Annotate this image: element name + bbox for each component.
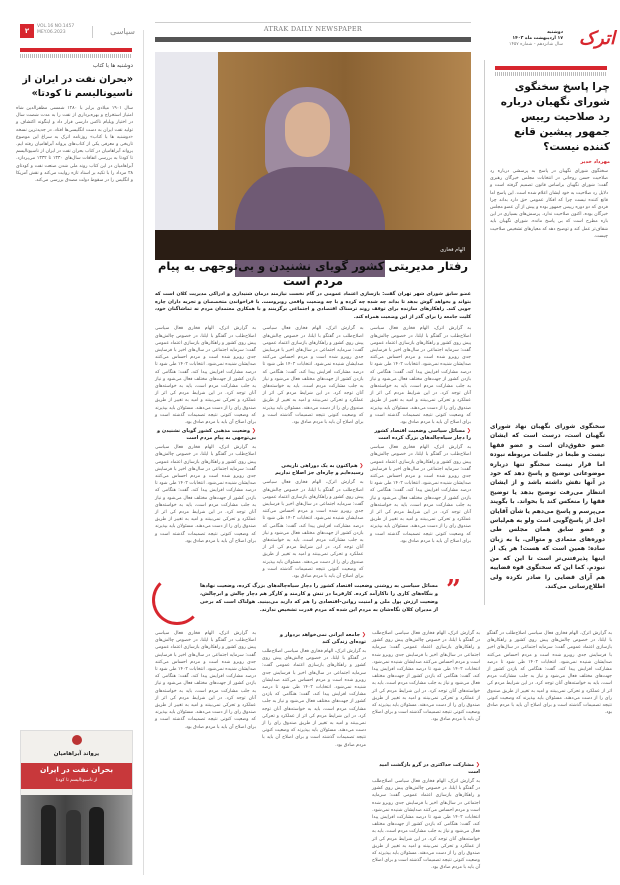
- cover-author: یرواند آبراهامیان: [53, 751, 100, 757]
- right-body: سخنگوی شورای نگهبان در پاسخ به پرسشی درباره رد صلاحیت حسن روحانی در انتخابات مجلس خبرگان رهبری گفت: شورای نگهبان براساس قانون تصمیم گرفته است و دلایل رد صلاحیت به خود ایشان اعلام شده است. این پاسخ اما قانع کننده نیست چرا که افکار عمومی حق دارد بداند چرا فردی که دو دوره رییس جمهور بوده و پیش از آن عضو مجلس خبرگان بوده، اکنون صلاحیت ندارد. پرسش‌های بسیاری در این باره مطرح است که بی پاسخ مانده. شورای نگهبان باید شفاف‌تر عمل کند و توضیح دهد که معیارهای تشخیص صلاحیت چیست.: [490, 169, 608, 239]
- quote-arc-icon: [152, 575, 202, 625]
- main-column-1: [370, 325, 471, 575]
- masthead-title: ATRAK DAILY NEWSPAPER: [263, 25, 363, 33]
- main-column-2: [262, 325, 364, 580]
- bottom-column-1: [487, 630, 612, 880]
- subheading: ❮ مسائل سیاسی وضعیت اقتصاد کشور را دچار سیاه‌چاله‌های بزرگ کرده است: [370, 428, 471, 442]
- volume: VOL.16 NO.1457: [37, 24, 75, 29]
- body-text: به گزارش اترک، الهام فخاری فعال سیاسی اصلاح‌طلب در گفتگو با ایلنا، در خصوص چالش‌های پیش روی کشور و راهکارهای بازسازی اعتماد عمومی گفت: سرمایه اجتماعی در سال‌های اخیر با فرسایش جدی روبرو شده است و مردم احساس می‌کنند صدایشان شنیده نمی‌شود. انتخابات ۱۴۰۲ طی شود تا درصد مشارکت افزایش پیدا کند، گفت: هنگامی که بازدن کشور از جهت‌های مختلف فعال می‌شود و نیاز به جلب مشارکت مردم است، باید به خواسته‌های آنان توجه کرد. در این شرایط مردم کی اثر از عملکرد و تحرکی نمی‌بینند و امید به تغییر از طریق صندوق رای را از دست می‌دهند. مسئولان باید بپذیرند که وضعیت کنونی نتیجه تصمیمات گذشته است و برای اصلاح آن باید با مردم صادق بود.: [370, 326, 472, 426]
- divider: [92, 26, 93, 38]
- subheading: ❮ هم‌اکنون به یک دوراهی تاریخی رسیده‌ایم و چاره‌ای جز اصلاح نداریم: [263, 463, 364, 477]
- main-column-3: [155, 325, 256, 575]
- book-cover: [20, 730, 133, 865]
- right-bold-text: سخنگوی شورای نگهبان نهاد شورای نگهبان است، درست است که ایشان عضو حقوق‌دان است و عضو فقها نیست و طبعا در جلسات مربوطه نبوده اما قرار نیست سخنگو تنها درباره موضوعاتی توضیح و پاسخ دهد که خود در آنها نقش داشته باشد و از ایشان انتظار می‌رفت توضیح بدهد یا توضیح فقها را منعکس کند یا بخواند. با بگویند می‌پرسم و پاسخ می‌دهم یا شأن آقایان اجل از پاسخ‌گویی است ولو به هم‌لباس و عضو سابق همان مجلس طی دوره‌های متمادی و متوالی. یا به زبان ساده: همین است که هست! هر یک از اینها پذیرفتنی‌تر است تا این که من نبودم. کما این که سخنگوی قوه قضاییه هم آرای قضایی را صادر نکرده ولی اطلاع‌رسانی می‌کند.: [490, 423, 605, 590]
- main-columns: [155, 325, 472, 580]
- column-rule: [143, 30, 144, 875]
- day: دوشنبه: [547, 30, 563, 35]
- bottom-column-4: [155, 630, 256, 880]
- masthead-bar: [155, 37, 471, 42]
- bottom-column-2: [372, 630, 480, 880]
- logo: اترک: [578, 28, 615, 49]
- cover-subtitle: از ناسیونالیسم تا کودتا: [55, 778, 98, 783]
- divider: [20, 54, 132, 58]
- pull-quote: مسائل سیاسی به روشنی وضعیت اقتصاد کشور را دچار سیاه‌چاله‌های بزرگ کرده، وضعیت نهادها و بنگاه‌های کاری را ناکارآمد کرده. کارفرما در تنش و کارمند و کارگر هم دچار چالش و ابرچالش، وضعیت ارزش پول ملی و امنیت روانی-اقتصادی را هم که دارید می‌بینید. هولناک است که برخی از مدیران کلان نگاه‌شان به مردم این شده که مردم قدرت تشخیص ندارند.: [200, 583, 438, 613]
- main-headline: رفتار مدیریتی کشور گویای نشنیدن و بی‌توجهی به پیام مردم است: [157, 259, 469, 288]
- main-lead: عضو سابق شورای شهر تهران گفت: بازسازی اعتماد عمومی در گام نخست نیازمند درمان شنیداری و ادراکی مدیریت کلان است که بتواند و بخواهد گوش بدهد تا بداند چه شده چه کرده و با چه وضعیت واقعی روبروست. با فراخواندن متخصصان و تجربه داران چاره جویی کند. راهکارهای سازنده برای توقف روند ترسناک اقتصادی و اجتماعی برگزینند و با همکاری معتمدان مردم نه تماشاگنان خود، کلیت جامعه را برای گذر از این وضعیت همراه کند.: [155, 292, 471, 320]
- cover-title: بحران نفت در ایران: [39, 765, 114, 774]
- subheading: ❮ مشارکت حداکثری در گرو بازگشت امید است: [372, 762, 480, 776]
- right-headline: چرا پاسخ سخنگوی شورای نگهبان درباره رد صلاحیت رییس جمهور پیشین قانع کننده نیست؟: [500, 81, 610, 153]
- date: ۱۷ اردیبهشت ماه ۱۴۰۳: [512, 36, 563, 41]
- section-label: سیاسی: [110, 27, 135, 36]
- main-photo: [155, 52, 471, 257]
- body-text: به گزارش اترک، الهام فخاری فعال سیاسی اصلاح‌طلب در گفتگو با ایلنا، در خصوص چالش‌های پیش روی کشور و راهکارهای بازسازی اعتماد عمومی گفت: سرمایه اجتماعی در سال‌های اخیر با فرسایش جدی روبرو شده است و مردم احساس می‌کنند صدایشان شنیده نمی‌شود. انتخابات ۱۴۰۲ طی شود تا درصد مشارکت افزایش پیدا کند، گفت: هنگامی که بازدن کشور از جهت‌های مختلف فعال می‌شود و نیاز به جلب مشارکت مردم است، باید به خواسته‌های آنان توجه کرد. در این شرایط مردم کی اثر از عملکرد و تحرکی نمی‌بینند و امید به تغییر از طریق صندوق رای را از دست می‌دهند. مسئولان باید بپذیرند که وضعیت کنونی نتیجه تصمیمات گذشته است و برای اصلاح آن باید با مردم صادق بود.: [155, 326, 257, 426]
- author: مهرداد خدیر: [580, 159, 610, 165]
- divider: [495, 66, 607, 70]
- main-article: [155, 259, 472, 580]
- page-number: ۲: [20, 24, 34, 38]
- right-article: [490, 80, 610, 592]
- subheading: ❮ وضعیت مذهبی کشور گویای نشنیدن و بی‌توجهی به پیام مردم است: [155, 428, 256, 442]
- body-text: به گزارش اترک، الهام فخاری فعال سیاسی اصلاح‌طلب در گفتگو با ایلنا، در خصوص چالش‌های پیش روی کشور و راهکارهای بازسازی اعتماد عمومی گفت: سرمایه اجتماعی در سال‌های اخیر با فرسایش جدی روبرو شده است و مردم احساس می‌کنند صدایشان شنیده نمی‌شود. انتخابات ۱۴۰۲ طی شود تا درصد مشارکت افزایش پیدا کند، گفت: هنگامی که بازدن کشور از جهت‌های مختلف فعال می‌شود و نیاز به جلب مشارکت مردم است، باید به خواسته‌های آنان توجه کرد. در این شرایط مردم کی اثر از عملکرد و تحرکی نمی‌بینند و امید به تغییر از طریق صندوق رای را از دست می‌دهند. مسئولان باید بپذیرند که وضعیت کنونی نتیجه تصمیمات گذشته است و برای اصلاح آن باید با مردم صادق بود.: [372, 779, 480, 871]
- bottom-column-3: [262, 630, 366, 880]
- body-text: به گزارش اترک، الهام فخاری فعال سیاسی اصلاح‌طلب در گفتگو با ایلنا، در خصوص چالش‌های پیش روی کشور و راهکارهای بازسازی اعتماد عمومی گفت: سرمایه اجتماعی در سال‌های اخیر با فرسایش جدی روبرو شده است و مردم احساس می‌کنند صدایشان شنیده نمی‌شود. انتخابات ۱۴۰۲ طی شود تا درصد مشارکت افزایش پیدا کند، گفت: هنگامی که بازدن کشور از جهت‌های مختلف فعال می‌شود و نیاز به جلب مشارکت مردم است، باید به خواسته‌های آنان توجه کرد. در این شرایط مردم کی اثر از عملکرد و تحرکی نمی‌بینند و امید به تغییر از طریق صندوق رای را از دست می‌دهند. مسئولان باید بپذیرند که وضعیت کنونی نتیجه تصمیمات گذشته است و برای اصلاح آن باید با مردم صادق بود.: [370, 445, 472, 544]
- issue-number: سال شانزدهم - شماره ۱۴۵۷: [509, 42, 563, 47]
- body-text: به گزارش اترک، الهام فخاری فعال سیاسی اصلاح‌طلب در گفتگو با ایلنا، در خصوص چالش‌های پیش روی کشور و راهکارهای بازسازی اعتماد عمومی گفت: سرمایه اجتماعی در سال‌های اخیر با فرسایش جدی روبرو شده است و مردم احساس می‌کنند صدایشان شنیده نمی‌شود. انتخابات ۱۴۰۲ طی شود تا درصد مشارکت افزایش پیدا کند، گفت: هنگامی که بازدن کشور از جهت‌های مختلف فعال می‌شود و نیاز به جلب مشارکت مردم است، باید به خواسته‌های آنان توجه کرد. در این شرایط مردم کی اثر از عملکرد و تحرکی نمی‌بینند و امید به تغییر از طریق صندوق رای را از دست می‌دهند. مسئولان باید بپذیرند که وضعیت کنونی نتیجه تصمیمات گذشته است و برای اصلاح آن باید با مردم صادق بود.: [262, 649, 366, 748]
- photo-caption: الهام فخاری: [440, 247, 465, 253]
- body-text: به گزارش اترک، الهام فخاری فعال سیاسی اصلاح‌طلب در گفتگو با ایلنا، در خصوص چالش‌های پیش روی کشور و راهکارهای بازسازی اعتماد عمومی گفت: سرمایه اجتماعی در سال‌های اخیر با فرسایش جدی روبرو شده است و مردم احساس می‌کنند صدایشان شنیده نمی‌شود. انتخابات ۱۴۰۲ طی شود تا درصد مشارکت افزایش پیدا کند، گفت: هنگامی که بازدن کشور از جهت‌های مختلف فعال می‌شود و نیاز به جلب مشارکت مردم است، باید به خواسته‌های آنان توجه کرد. در این شرایط مردم کی اثر از عملکرد و تحرکی نمی‌بینند و امید به تغییر از طریق صندوق رای را از دست می‌دهند. مسئولان باید بپذیرند که وضعیت کنونی نتیجه تصمیمات گذشته است و برای اصلاح آن باید با مردم صادق بود.: [155, 631, 257, 730]
- column-rule: [484, 60, 485, 605]
- body-text: به گزارش اترک، الهام فخاری فعال سیاسی اصلاح‌طلب در گفتگو با ایلنا، در خصوص چالش‌های پیش روی کشور و راهکارهای بازسازی اعتماد عمومی گفت: سرمایه اجتماعی در سال‌های اخیر با فرسایش جدی روبرو شده است و مردم احساس می‌کنند صدایشان شنیده نمی‌شود. انتخابات ۱۴۰۲ طی شود تا درصد مشارکت افزایش پیدا کند، گفت: هنگامی که بازدن کشور از جهت‌های مختلف فعال می‌شود و نیاز به جلب مشارکت مردم است، باید به خواسته‌های آنان توجه کرد. در این شرایط مردم کی اثر از عملکرد و تحرکی نمی‌بینند و امید به تغییر از طریق صندوق رای را از دست می‌دهند. مسئولان باید بپذیرند که وضعیت کنونی نتیجه تصمیمات گذشته است و برای اصلاح آن باید با مردم صادق بود.: [155, 445, 257, 544]
- book-kicker: دوشنبه ها با کتاب: [92, 63, 133, 69]
- divider: [495, 72, 607, 76]
- body-text: به گزارش اترک، الهام فخاری فعال سیاسی اصلاح‌طلب در گفتگو با ایلنا، در خصوص چالش‌های پیش روی کشور و راهکارهای بازسازی اعتماد عمومی گفت: سرمایه اجتماعی در سال‌های اخیر با فرسایش جدی روبرو شده است و مردم احساس می‌کنند صدایشان شنیده نمی‌شود. انتخابات ۱۴۰۲ طی شود تا درصد مشارکت افزایش پیدا کند، گفت: هنگامی که بازدن کشور از جهت‌های مختلف فعال می‌شود و نیاز به جلب مشارکت مردم است، باید به خواسته‌های آنان توجه کرد. در این شرایط مردم کی اثر از عملکرد و تحرکی نمی‌بینند و امید به تغییر از طریق صندوق رای را از دست می‌دهند. مسئولان باید بپذیرند که وضعیت کنونی نتیجه تصمیمات گذشته است و برای اصلاح آن باید با مردم صادق بود.: [262, 326, 364, 426]
- issue-info: [490, 30, 563, 48]
- book-body: سال ۱۹۰۱ میلادی برابر با ۱۲۸۰ شمسی مظفرالدین شاه امتیاز استخراج و بهره‌برداری از نفت را به مدت شصت سال در اختیار ویلیام ناکس دارسی قرار داد و اینگونه اکتشاف و تولید نفت ایران به دست انگلیسی‌ها افتاد. در جدیدترین نسخه «دوشنبه ها با کتاب» روزنامه اترک به سراغ این موضوع تاریخی و معرفی یکی از کتاب‌های یرواند آبراهامیان رفته ایم. یرواند آبراهامیان در کتاب بحران نفت در ایران از ناسیونالیسم تا کودتا به بررسی اتفاقات سال‌های ۱۳۳۰ تا ۱۳۳۲ می‌پردازد. آبراهامیان در این کتاب روند ملی شدن صنعت نفت و کودتای ۲۸ مرداد را با تکیه بر اسناد تازه روایت می‌کند و نقش آمریکا و انگلیس را در سقوط دولت مصدق بررسی می‌کند.: [16, 106, 133, 184]
- masthead-line: [155, 22, 471, 23]
- english-date: MEY.06.2023: [37, 30, 66, 35]
- cover-photo: [21, 795, 132, 865]
- body-text: به گزارش اترک، الهام فخاری فعال سیاسی اصلاح‌طلب در گفتگو با ایلنا، در خصوص چالش‌های پیش روی کشور و راهکارهای بازسازی اعتماد عمومی گفت: سرمایه اجتماعی در سال‌های اخیر با فرسایش جدی روبرو شده است و مردم احساس می‌کنند صدایشان شنیده نمی‌شود. انتخابات ۱۴۰۲ طی شود تا درصد مشارکت افزایش پیدا کند، گفت: هنگامی که بازدن کشور از جهت‌های مختلف فعال می‌شود و نیاز به جلب مشارکت مردم است، باید به خواسته‌های آنان توجه کرد. در این شرایط مردم کی اثر از عملکرد و تحرکی نمی‌بینند و امید به تغییر از طریق صندوق رای را از دست می‌دهند. مسئولان باید بپذیرند که وضعیت کنونی نتیجه تصمیمات گذشته است و برای اصلاح آن باید با مردم صادق بود.: [487, 631, 612, 716]
- subheading: ❮ جامعه ایرانی نمی‌خواهد بردوار و توده‌ای زندگی کند: [262, 632, 366, 646]
- book-title: «بحران نفت در ایران از ناسیونالیسم تا کودتا»: [22, 74, 133, 99]
- book-article: [16, 62, 133, 724]
- volume-info: [37, 24, 74, 36]
- quote-mark-icon: ”: [446, 575, 461, 605]
- body-text: به گزارش اترک، الهام فخاری فعال سیاسی اصلاح‌طلب در گفتگو با ایلنا، در خصوص چالش‌های پیش روی کشور و راهکارهای بازسازی اعتماد عمومی گفت: سرمایه اجتماعی در سال‌های اخیر با فرسایش جدی روبرو شده است و مردم احساس می‌کنند صدایشان شنیده نمی‌شود. انتخابات ۱۴۰۲ طی شود تا درصد مشارکت افزایش پیدا کند، گفت: هنگامی که بازدن کشور از جهت‌های مختلف فعال می‌شود و نیاز به جلب مشارکت مردم است، باید به خواسته‌های آنان توجه کرد. در این شرایط مردم کی اثر از عملکرد و تحرکی نمی‌بینند و امید به تغییر از طریق صندوق رای را از دست می‌دهند. مسئولان باید بپذیرند که وضعیت کنونی نتیجه تصمیمات گذشته است و برای اصلاح آن باید با مردم صادق بود.: [372, 631, 480, 723]
- body-text: به گزارش اترک، الهام فخاری فعال سیاسی اصلاح‌طلب در گفتگو با ایلنا، در خصوص چالش‌های پیش روی کشور و راهکارهای بازسازی اعتماد عمومی گفت: سرمایه اجتماعی در سال‌های اخیر با فرسایش جدی روبرو شده است و مردم احساس می‌کنند صدایشان شنیده نمی‌شود. انتخابات ۱۴۰۲ طی شود تا درصد مشارکت افزایش پیدا کند، گفت: هنگامی که بازدن کشور از جهت‌های مختلف فعال می‌شود و نیاز به جلب مشارکت مردم است، باید به خواسته‌های آنان توجه کرد. در این شرایط مردم کی اثر از عملکرد و تحرکی نمی‌بینند و امید به تغییر از طریق صندوق رای را از دست می‌دهند. مسئولان باید بپذیرند که وضعیت کنونی نتیجه تصمیمات گذشته است و برای اصلاح آن باید با مردم صادق بود.: [262, 480, 364, 580]
- divider: [20, 48, 132, 52]
